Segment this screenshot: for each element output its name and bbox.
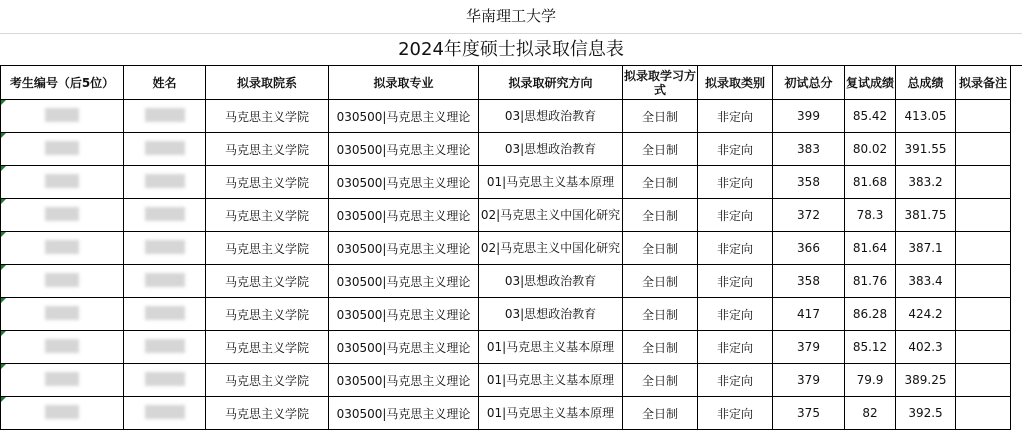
cell-initial[interactable]: 375 <box>773 397 845 430</box>
cell-retest[interactable]: 80.02 <box>845 133 896 166</box>
cell-total[interactable]: 383.4 <box>896 265 956 298</box>
cell-remark[interactable] <box>956 133 1011 166</box>
table-row <box>1 100 1011 133</box>
cell-type[interactable]: 非定向 <box>698 166 773 199</box>
cell-retest[interactable]: 85.42 <box>845 100 896 133</box>
cell-dept[interactable]: 马克思主义学院 <box>206 100 329 133</box>
document-title[interactable]: 2024年度硕士拟录取信息表 <box>0 34 1022 66</box>
header-direction[interactable]: 拟录取研究方向 <box>479 66 623 100</box>
redaction-blur <box>45 306 79 320</box>
header-row <box>1 66 1011 100</box>
redacted-id-cell[interactable] <box>1 331 124 364</box>
cell-type[interactable]: 非定向 <box>698 232 773 265</box>
university-name[interactable]: 华南理工大学 <box>0 0 1022 34</box>
cell-initial[interactable]: 379 <box>773 331 845 364</box>
redacted-name-cell[interactable] <box>124 265 206 298</box>
cell-direction[interactable]: 01|马克思主义基本原理 <box>479 166 623 199</box>
cell-initial[interactable]: 358 <box>773 265 845 298</box>
cell-mode[interactable]: 全日制 <box>623 265 698 298</box>
cell-type[interactable]: 非定向 <box>698 133 773 166</box>
cell-initial[interactable]: 358 <box>773 166 845 199</box>
cell-type[interactable]: 非定向 <box>698 331 773 364</box>
cell-total[interactable]: 391.55 <box>896 133 956 166</box>
cell-initial[interactable]: 379 <box>773 364 845 397</box>
cell-remark[interactable] <box>956 331 1011 364</box>
cell-mode[interactable]: 全日制 <box>623 397 698 430</box>
table-row <box>1 331 1011 364</box>
redacted-id-cell[interactable] <box>1 364 124 397</box>
header-type[interactable]: 拟录取类别 <box>698 66 773 100</box>
cell-dept[interactable]: 马克思主义学院 <box>206 364 329 397</box>
header-major[interactable]: 拟录取专业 <box>329 66 479 100</box>
cell-major[interactable]: 030500|马克思主义理论 <box>329 133 479 166</box>
cell-mode[interactable]: 全日制 <box>623 298 698 331</box>
redaction-blur <box>45 372 79 386</box>
cell-direction[interactable]: 01|马克思主义基本原理 <box>479 397 623 430</box>
redacted-id-cell[interactable] <box>1 100 124 133</box>
table-row <box>1 199 1011 232</box>
redaction-blur <box>45 240 79 254</box>
table-row <box>1 397 1011 430</box>
header-initial[interactable]: 初试总分 <box>773 66 845 100</box>
cell-total[interactable]: 424.2 <box>896 298 956 331</box>
header-retest[interactable]: 复试成绩 <box>845 66 896 100</box>
header-total[interactable]: 总成绩 <box>896 66 956 100</box>
redacted-id-cell[interactable] <box>1 397 124 430</box>
redaction-blur <box>145 372 185 386</box>
cell-direction[interactable]: 01|马克思主义基本原理 <box>479 364 623 397</box>
cell-initial[interactable]: 383 <box>773 133 845 166</box>
cell-retest[interactable]: 79.9 <box>845 364 896 397</box>
table-row <box>1 298 1011 331</box>
cell-direction[interactable]: 03|思想政治教育 <box>479 100 623 133</box>
cell-major[interactable]: 030500|马克思主义理论 <box>329 199 479 232</box>
cell-retest[interactable]: 81.68 <box>845 166 896 199</box>
cell-type[interactable]: 非定向 <box>698 364 773 397</box>
cell-remark[interactable] <box>956 166 1011 199</box>
cell-dept[interactable]: 马克思主义学院 <box>206 133 329 166</box>
cell-initial[interactable]: 366 <box>773 232 845 265</box>
cell-initial[interactable]: 417 <box>773 298 845 331</box>
cell-remark[interactable] <box>956 265 1011 298</box>
cell-dept[interactable]: 马克思主义学院 <box>206 298 329 331</box>
table-row <box>1 265 1011 298</box>
redacted-name-cell[interactable] <box>124 232 206 265</box>
redacted-name-cell[interactable] <box>124 133 206 166</box>
header-name[interactable]: 姓名 <box>124 66 206 100</box>
redacted-name-cell[interactable] <box>124 397 206 430</box>
cell-retest[interactable]: 86.28 <box>845 298 896 331</box>
cell-mode[interactable]: 全日制 <box>623 133 698 166</box>
cell-dept[interactable]: 马克思主义学院 <box>206 166 329 199</box>
cell-mode[interactable]: 全日制 <box>623 232 698 265</box>
redaction-blur <box>145 405 185 419</box>
cell-dept[interactable]: 马克思主义学院 <box>206 232 329 265</box>
redaction-blur <box>45 405 79 419</box>
redaction-blur <box>145 108 185 122</box>
redacted-name-cell[interactable] <box>124 331 206 364</box>
cell-major[interactable]: 030500|马克思主义理论 <box>329 397 479 430</box>
cell-major[interactable]: 030500|马克思主义理论 <box>329 265 479 298</box>
redaction-blur <box>145 273 185 287</box>
cell-type[interactable]: 非定向 <box>698 199 773 232</box>
cell-mode[interactable]: 全日制 <box>623 166 698 199</box>
cell-mode[interactable]: 全日制 <box>623 100 698 133</box>
cell-remark[interactable] <box>956 298 1011 331</box>
redaction-blur <box>45 174 79 188</box>
header-mode[interactable]: 拟录取学习方式 <box>623 66 698 100</box>
cell-major[interactable]: 030500|马克思主义理论 <box>329 298 479 331</box>
redacted-name-cell[interactable] <box>124 166 206 199</box>
table-body <box>1 100 1011 430</box>
table-row <box>1 232 1011 265</box>
cell-total[interactable]: 402.3 <box>896 331 956 364</box>
cell-remark[interactable] <box>956 232 1011 265</box>
cell-major[interactable]: 030500|马克思主义理论 <box>329 364 479 397</box>
cell-retest[interactable]: 82 <box>845 397 896 430</box>
cell-total[interactable]: 387.1 <box>896 232 956 265</box>
cell-direction[interactable]: 03|思想政治教育 <box>479 298 623 331</box>
cell-total[interactable]: 389.25 <box>896 364 956 397</box>
table-row <box>1 133 1011 166</box>
table-row <box>1 166 1011 199</box>
cell-major[interactable]: 030500|马克思主义理论 <box>329 100 479 133</box>
redaction-blur <box>45 339 79 353</box>
redaction-blur <box>45 207 79 221</box>
cell-dept[interactable]: 马克思主义学院 <box>206 397 329 430</box>
header-dept[interactable]: 拟录取院系 <box>206 66 329 100</box>
cell-remark[interactable] <box>956 199 1011 232</box>
cell-direction[interactable]: 02|马克思主义中国化研究 <box>479 232 623 265</box>
cell-type[interactable]: 非定向 <box>698 397 773 430</box>
cell-direction[interactable]: 03|思想政治教育 <box>479 133 623 166</box>
redacted-name-cell[interactable] <box>124 298 206 331</box>
redaction-blur <box>145 141 185 155</box>
cell-type[interactable]: 非定向 <box>698 100 773 133</box>
cell-total[interactable]: 392.5 <box>896 397 956 430</box>
cell-remark[interactable] <box>956 100 1011 133</box>
cell-major[interactable]: 030500|马克思主义理论 <box>329 331 479 364</box>
cell-dept[interactable]: 马克思主义学院 <box>206 331 329 364</box>
cell-type[interactable]: 非定向 <box>698 298 773 331</box>
redaction-blur <box>145 240 185 254</box>
cell-retest[interactable]: 85.12 <box>845 331 896 364</box>
redacted-id-cell[interactable] <box>1 166 124 199</box>
header-id[interactable]: 考生编号（后5位） <box>1 66 124 100</box>
redacted-id-cell[interactable] <box>1 298 124 331</box>
header-remark[interactable]: 拟录备注 <box>956 66 1011 100</box>
cell-mode[interactable]: 全日制 <box>623 364 698 397</box>
cell-total[interactable]: 383.2 <box>896 166 956 199</box>
redaction-blur <box>145 207 185 221</box>
cell-retest[interactable]: 81.76 <box>845 265 896 298</box>
cell-direction[interactable]: 02|马克思主义中国化研究 <box>479 199 623 232</box>
cell-dept[interactable]: 马克思主义学院 <box>206 199 329 232</box>
cell-direction[interactable]: 03|思想政治教育 <box>479 265 623 298</box>
cell-dept[interactable]: 马克思主义学院 <box>206 265 329 298</box>
redacted-name-cell[interactable] <box>124 199 206 232</box>
redacted-id-cell[interactable] <box>1 265 124 298</box>
cell-mode[interactable]: 全日制 <box>623 331 698 364</box>
redacted-id-cell[interactable] <box>1 133 124 166</box>
cell-retest[interactable]: 81.64 <box>845 232 896 265</box>
cell-type[interactable]: 非定向 <box>698 265 773 298</box>
redaction-blur <box>45 141 79 155</box>
redacted-id-cell[interactable] <box>1 232 124 265</box>
redaction-blur <box>145 174 185 188</box>
redacted-name-cell[interactable] <box>124 364 206 397</box>
redaction-blur <box>45 108 79 122</box>
cell-remark[interactable] <box>956 397 1011 430</box>
admission-table <box>0 65 1011 430</box>
cell-direction[interactable]: 01|马克思主义基本原理 <box>479 331 623 364</box>
redaction-blur <box>145 339 185 353</box>
cell-initial[interactable]: 399 <box>773 100 845 133</box>
cell-total[interactable]: 381.75 <box>896 199 956 232</box>
table-row <box>1 364 1011 397</box>
redaction-blur <box>145 306 185 320</box>
redacted-name-cell[interactable] <box>124 100 206 133</box>
cell-initial[interactable]: 372 <box>773 199 845 232</box>
cell-remark[interactable] <box>956 364 1011 397</box>
cell-retest[interactable]: 78.3 <box>845 199 896 232</box>
cell-total[interactable]: 413.05 <box>896 100 956 133</box>
redaction-blur <box>45 273 79 287</box>
cell-major[interactable]: 030500|马克思主义理论 <box>329 232 479 265</box>
cell-mode[interactable]: 全日制 <box>623 199 698 232</box>
redacted-id-cell[interactable] <box>1 199 124 232</box>
cell-major[interactable]: 030500|马克思主义理论 <box>329 166 479 199</box>
